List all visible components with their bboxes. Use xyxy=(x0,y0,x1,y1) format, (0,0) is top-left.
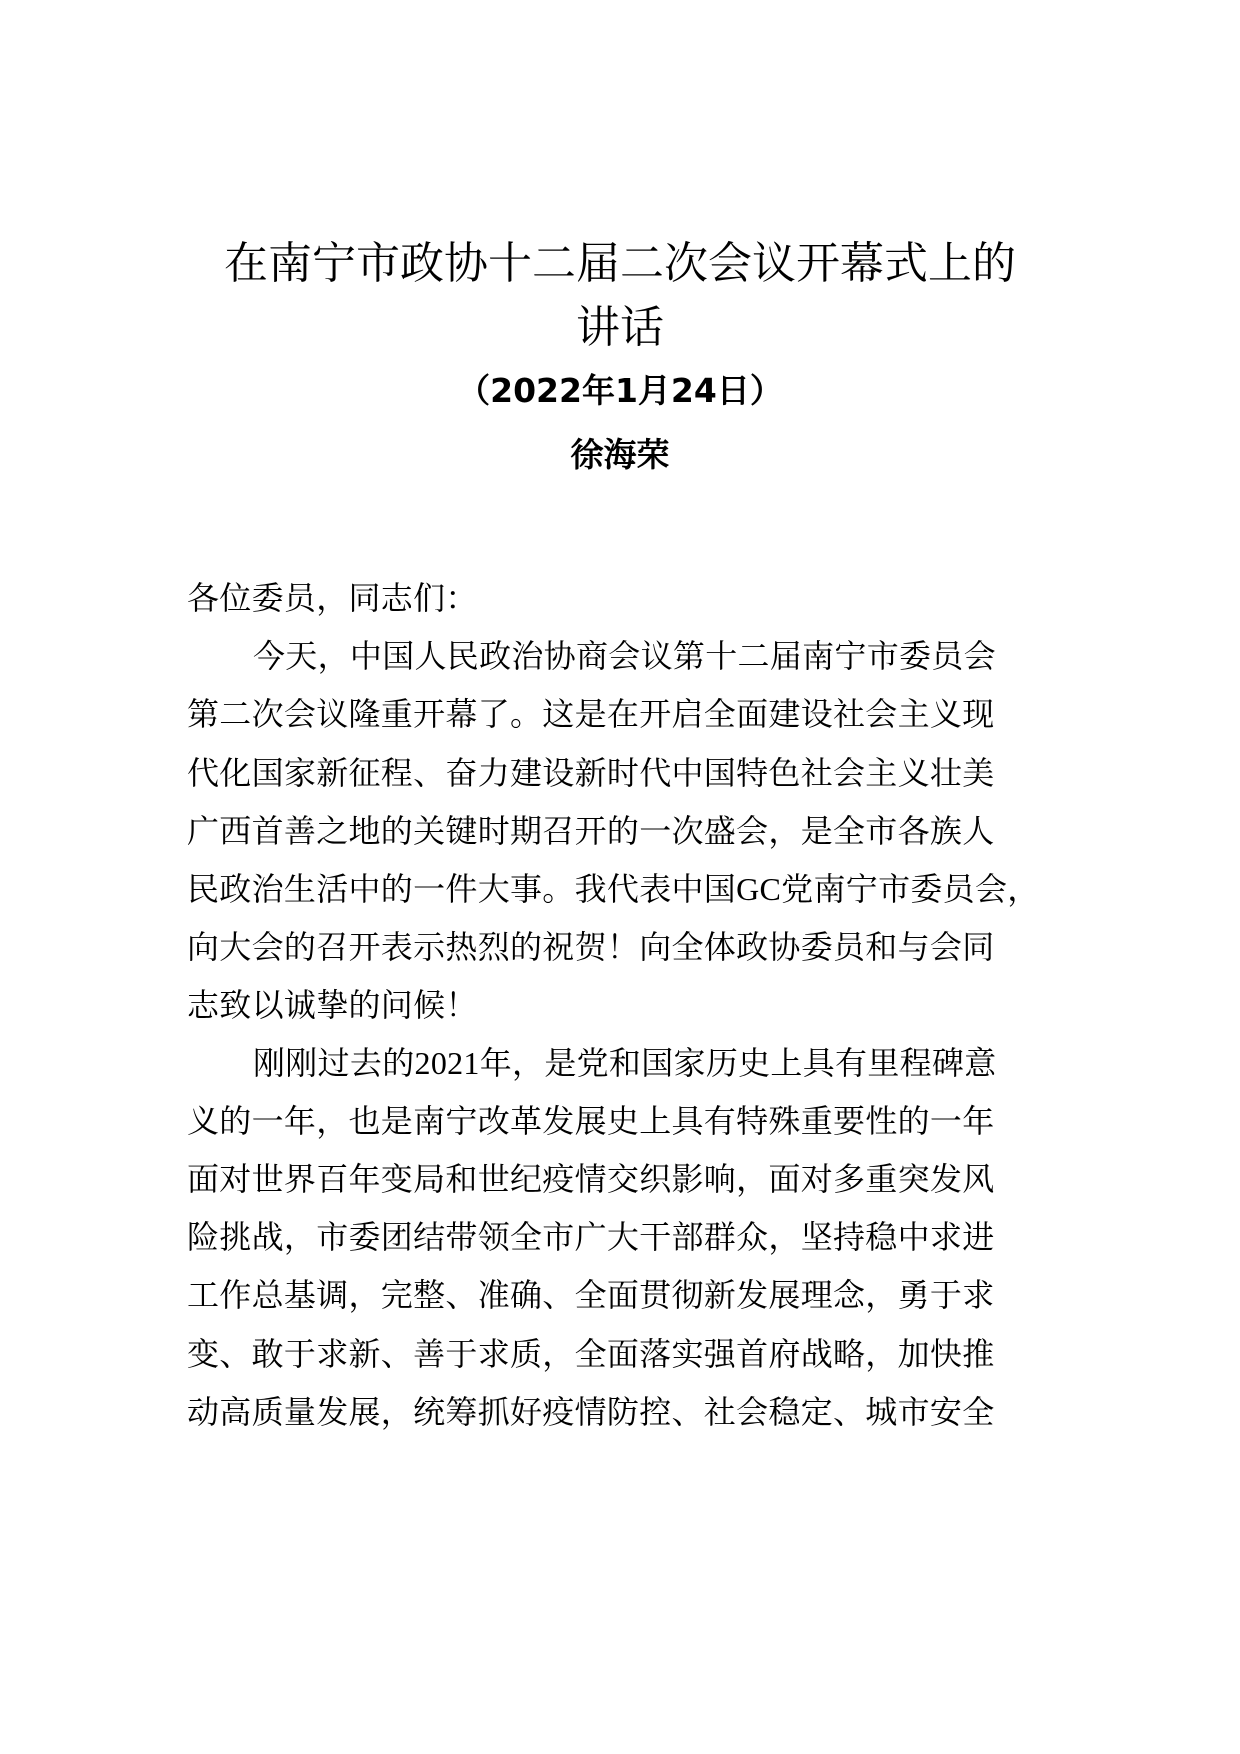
document-title-line-1: 在南宁市政协十二届二次会议开幕式上的 xyxy=(224,238,1016,289)
salutation: 各位委员，同志们： xyxy=(187,579,478,617)
paragraph-2-line-7: 动高质量发展，统筹抓好疫情防控、社会稳定、城市安全 xyxy=(187,1393,995,1431)
paragraph-1-line-1: 今天，中国人民政治协商会议第十二届南宁市委员会 xyxy=(253,637,996,675)
paragraph-2-line-1-part-c: 年，是党和国家历史上具有里程碑意 xyxy=(479,1044,997,1082)
paragraph-1-line-7: 志致以诚挚的问候！ xyxy=(187,986,478,1024)
paragraph-2-line-1 xyxy=(253,1039,997,1087)
document-date: （2022年1月24日） xyxy=(457,371,783,410)
paragraph-1-line-5 xyxy=(187,865,1040,913)
paragraph-2-line-1-part-b: 2021 xyxy=(414,1045,480,1081)
paragraph-1-line-2: 第二次会议隆重开幕了。这是在开启全面建设社会主义现 xyxy=(187,695,995,733)
paragraph-2-line-6: 变、敢于求新、善于求质，全面落实强首府战略，加快推 xyxy=(187,1335,995,1373)
paragraph-2-line-3: 面对世界百年变局和世纪疫情交织影响，面对多重突发风 xyxy=(187,1160,995,1198)
paragraph-1-line-6: 向大会的召开表示热烈的祝贺！向全体政协委员和与会同 xyxy=(187,928,995,966)
paragraph-1-line-3: 代化国家新征程、奋力建设新时代中国特色社会主义壮美 xyxy=(187,754,995,792)
paragraph-2-line-1-part-a: 刚刚过去的 xyxy=(253,1044,415,1082)
paragraph-2-line-4: 险挑战，市委团结带领全市广大干部群众，坚持稳中求进 xyxy=(187,1218,995,1256)
paragraph-1-line-5-part-b: GC xyxy=(736,871,782,907)
paragraph-2-line-2: 义的一年，也是南宁改革发展史上具有特殊重要性的一年 xyxy=(187,1102,995,1140)
document-author: 徐海荣 xyxy=(570,435,670,474)
document-title-line-2: 讲话 xyxy=(576,302,664,353)
paragraph-2-line-5: 工作总基调，完整、准确、全面贯彻新发展理念，勇于求 xyxy=(187,1276,995,1314)
paragraph-1-line-5-part-a: 民政治生活中的一件大事。我代表中国 xyxy=(187,870,737,908)
paragraph-1-line-5-part-c: 党南宁市委员会， xyxy=(781,870,1040,908)
paragraph-1-line-4: 广西首善之地的关键时期召开的一次盛会，是全市各族人 xyxy=(187,812,995,850)
